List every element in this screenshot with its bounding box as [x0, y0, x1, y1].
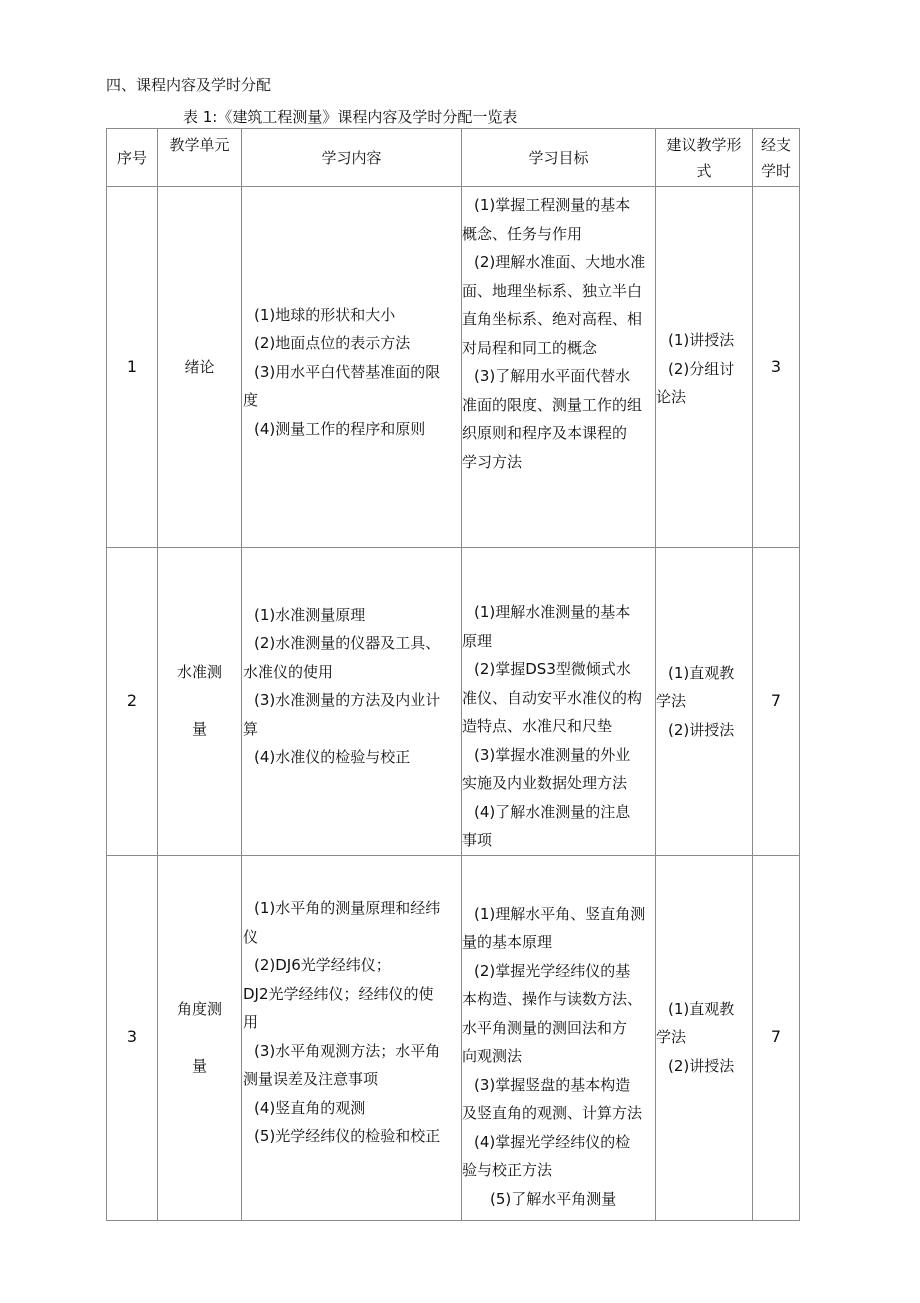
objective-item: 准仪、自动安平水准仪的构	[462, 688, 643, 707]
unit-line: 量	[191, 1056, 207, 1075]
content-item: (3)水平角观测方法；水平角	[254, 1041, 441, 1060]
method-item: 学法	[656, 692, 687, 710]
row-objective	[462, 855, 656, 1220]
objective-item: 水平角测量的测回法和方	[462, 1018, 628, 1037]
objective-item: 对局程和同工的概念	[462, 338, 598, 357]
content-item: 算	[243, 719, 259, 738]
table-caption: 表 1:《建筑工程测量》课程内容及学时分配一览表	[183, 108, 518, 126]
header-method-line2: 式	[696, 161, 712, 180]
row-hours: 7	[753, 855, 800, 1220]
objective-item: 事项	[462, 831, 493, 849]
objective-item: 本构造、操作与读数方法、	[462, 990, 643, 1008]
objective-item: (3)掌握水准测量的外业	[474, 745, 631, 764]
objective-item: 直角坐标系、绝对高程、相	[462, 310, 643, 328]
objective-item: 概念、任务与作用	[462, 224, 583, 243]
objective-item: 学习方法	[462, 452, 523, 471]
row-unit	[158, 548, 242, 856]
row-unit	[158, 855, 242, 1220]
method-item: (2)讲授法	[668, 1056, 735, 1075]
method-item: (2)讲授法	[668, 720, 735, 739]
header-row	[107, 129, 800, 187]
content-item: (1)水准测量原理	[254, 605, 366, 624]
content-item: 测量误差及注意事项	[243, 1070, 379, 1089]
row-objective	[462, 187, 656, 548]
header-unit: 教学单元	[158, 129, 242, 187]
objective-item: (1)理解水平角、竖直角测	[474, 904, 646, 923]
method-item: (1)直观教	[668, 999, 735, 1018]
content-item: (2)DJ6光学经纬仪；	[254, 956, 391, 975]
objective-item: 向观测法	[462, 1047, 523, 1065]
content-item: 仪	[243, 927, 259, 946]
content-item: 水准仪的使用	[243, 662, 334, 681]
header-method	[656, 129, 753, 187]
row-objective	[462, 548, 656, 856]
objective-item: 及竖直角的观测、计算方法	[462, 1104, 643, 1122]
objective-item: (5)了解水平角测量	[490, 1189, 617, 1208]
method-item: (1)直观教	[668, 663, 735, 682]
objective-item: 量的基本原理	[462, 933, 553, 951]
content-item: 度	[243, 391, 259, 410]
row-content	[242, 548, 462, 856]
row-content	[242, 187, 462, 548]
method-item: 论法	[656, 388, 687, 407]
unit-line: 量	[191, 720, 207, 739]
content-item: (1)地球的形状和大小	[254, 305, 396, 324]
objective-item: 准面的限度、测量工作的组	[462, 395, 643, 414]
content-item: (1)水平角的测量原理和经纬	[254, 899, 441, 918]
content-item: (4)竖直角的观测	[254, 1098, 366, 1117]
row-no: 3	[107, 855, 158, 1220]
objective-item: (4)了解水准测量的注息	[474, 802, 631, 821]
objective-item: (2)掌握DS3型微倾式水	[474, 660, 631, 678]
objective-item: 造特点、水准尺和尺垫	[462, 717, 613, 735]
content-item: DJ2光学经纬仪；经纬仪的使	[243, 984, 434, 1003]
row-unit: 绪论	[158, 187, 242, 548]
objective-item: (2)理解水准面、大地水准	[474, 253, 646, 271]
unit-line: 水准测	[176, 663, 222, 682]
table-row	[107, 187, 800, 548]
objective-item: (3)了解用水平面代替水	[474, 367, 631, 385]
content-item: (4)测量工作的程序和原则	[254, 419, 426, 438]
row-hours: 7	[753, 548, 800, 856]
row-hours: 3	[753, 187, 800, 548]
objective-item: (1)理解水准测量的基本	[474, 603, 631, 621]
content-item: 用	[243, 1013, 259, 1032]
objective-item: (1)掌握工程测量的基本	[474, 196, 631, 214]
header-no: 序号	[107, 129, 158, 187]
method-item: (2)分组讨	[668, 359, 735, 378]
table-row	[107, 548, 800, 856]
content-item: (3)用水平白代替基准面的限	[254, 362, 441, 381]
objective-item: 原理	[462, 631, 493, 650]
header-method-line1: 建议教学形	[666, 135, 742, 154]
objective-item: 织原则和程序及本课程的	[462, 424, 628, 442]
objective-item: (3)掌握竖盘的基本构造	[474, 1075, 631, 1094]
objective-item: 实施及内业数据处理方法	[462, 774, 628, 792]
objective-item: (4)掌握光学经纬仪的检	[474, 1132, 631, 1151]
objective-item: 验与校正方法	[462, 1161, 553, 1179]
row-method	[656, 548, 753, 856]
course-hours-table	[106, 128, 800, 1221]
content-item: (5)光学经纬仪的检验和校正	[254, 1127, 441, 1146]
section-title: 四、课程内容及学时分配	[106, 76, 272, 94]
table-row	[107, 855, 800, 1220]
method-item: 学法	[656, 1028, 687, 1047]
header-hours	[753, 129, 800, 187]
row-no: 1	[107, 187, 158, 548]
row-method	[656, 187, 753, 548]
method-item: (1)讲授法	[668, 331, 735, 350]
row-no: 2	[107, 548, 158, 856]
unit-line: 角度测	[176, 999, 222, 1018]
header-hours-line2: 学时	[760, 161, 791, 180]
content-item: (3)水准测量的方法及内业计	[254, 691, 441, 710]
objective-item: 面、地理坐标系、独立半白	[462, 281, 643, 300]
row-method	[656, 855, 753, 1220]
content-item: (2)地面点位的表示方法	[254, 334, 411, 353]
header-content: 学习内容	[242, 129, 462, 187]
header-hours-line1: 经支	[760, 135, 791, 154]
content-item: (4)水准仪的检验与校正	[254, 748, 411, 767]
row-content	[242, 855, 462, 1220]
objective-item: (2)掌握光学经纬仪的基	[474, 961, 631, 980]
content-item: (2)水准测量的仪器及工具、	[254, 634, 441, 653]
header-objective: 学习目标	[462, 129, 656, 187]
